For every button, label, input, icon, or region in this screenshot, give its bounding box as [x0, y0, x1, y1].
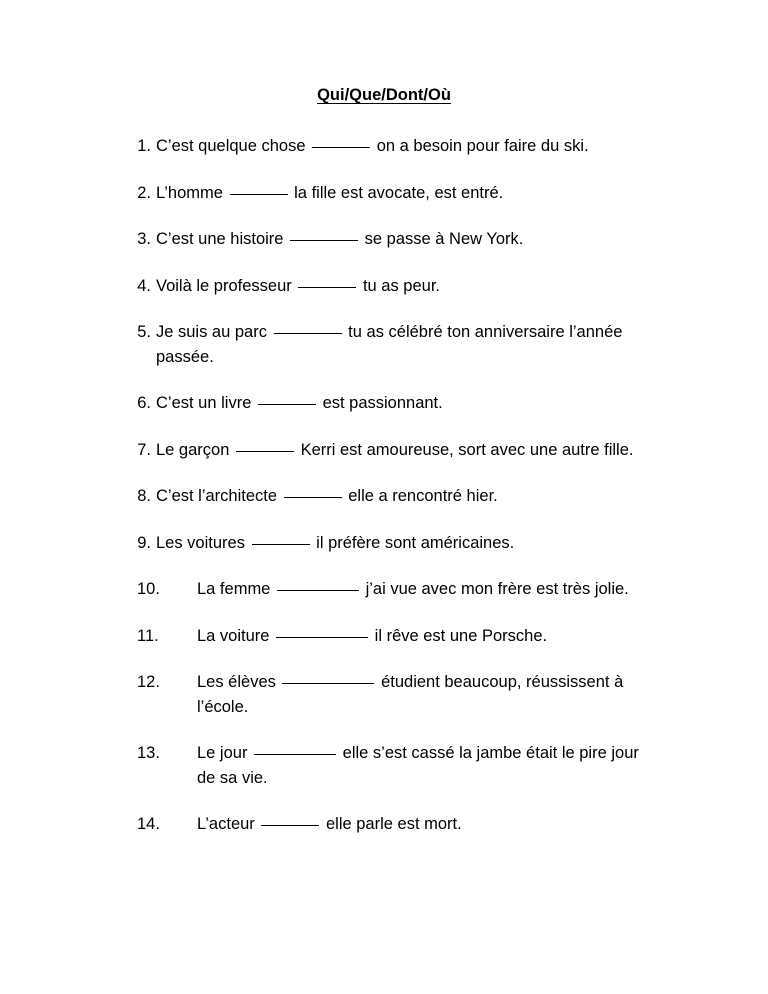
exercise-item-body: [156, 484, 657, 509]
exercise-text-before-blank: Le garçon: [156, 440, 230, 459]
answer-blank[interactable]: [258, 404, 316, 405]
exercise-item: [137, 438, 657, 463]
exercise-item-number: 10.: [137, 580, 160, 598]
exercise-text-before-blank: Voilà le professeur: [156, 276, 292, 295]
answer-blank[interactable]: [252, 544, 310, 545]
exercise-item-body: [197, 812, 657, 837]
exercise-text-after-blank: elle s’est cassé la jambe était le pire jour de sa vie.: [197, 744, 639, 787]
exercise-text-before-blank: C’est quelque chose: [156, 137, 306, 155]
exercise-text-after-blank: étudient beaucoup, réussissent à l’école.: [197, 673, 624, 716]
exercise-text-after-blank: j’ai vue avec mon frère est très jolie.: [365, 580, 629, 598]
exercise-item: [137, 531, 657, 556]
exercise-text-before-blank: C’est une histoire: [156, 230, 284, 248]
exercise-list: [137, 134, 657, 859]
exercise-item: [137, 181, 657, 206]
answer-blank[interactable]: [236, 451, 294, 452]
answer-blank[interactable]: [282, 683, 374, 684]
exercise-text-after-blank: on a besoin pour faire du ski.: [376, 137, 589, 155]
exercise-item-body: [197, 670, 657, 719]
exercise-item-number: 3.: [137, 230, 151, 248]
exercise-text-after-blank: est passionnant.: [322, 394, 443, 412]
page-title: [0, 86, 768, 105]
exercise-text-before-blank: Le jour: [197, 744, 248, 762]
exercise-item-number: 14.: [137, 815, 160, 833]
exercise-item-number: 11.: [137, 626, 159, 645]
answer-blank[interactable]: [298, 287, 356, 288]
answer-blank[interactable]: [290, 240, 358, 241]
exercise-text-after-blank: il préfère sont américaines.: [316, 533, 515, 552]
exercise-item-number: 12.: [137, 673, 160, 691]
exercise-item-body: [197, 624, 657, 649]
exercise-text-after-blank: la fille est avocate, est entré.: [294, 183, 504, 202]
exercise-text-before-blank: Les élèves: [197, 673, 276, 691]
answer-blank[interactable]: [230, 194, 288, 195]
exercise-text-before-blank: L’homme: [156, 183, 223, 202]
exercise-text-before-blank: La femme: [197, 580, 271, 598]
exercise-item: [137, 577, 657, 602]
exercise-item: [137, 484, 657, 509]
exercise-item: [137, 320, 657, 369]
exercise-item-body: [197, 741, 657, 790]
exercise-item-body: [156, 274, 657, 299]
exercise-text-after-blank: tu as peur.: [362, 276, 440, 295]
exercise-text-after-blank: Kerri est amoureuse, sort avec une autre fille.: [300, 440, 634, 459]
exercise-item: [137, 812, 657, 837]
exercise-text-after-blank: tu as célébré ton anniversaire l’année passée.: [156, 323, 623, 366]
answer-blank[interactable]: [276, 637, 368, 638]
exercise-item: [137, 227, 657, 252]
exercise-item-body: [197, 577, 657, 602]
answer-blank[interactable]: [277, 590, 359, 591]
exercise-item-body: [156, 181, 657, 206]
exercise-item-number: 9.: [137, 533, 151, 552]
answer-blank[interactable]: [312, 147, 370, 148]
answer-blank[interactable]: [284, 497, 342, 498]
exercise-item-number: 1.: [137, 137, 151, 155]
exercise-text-before-blank: C’est un livre: [156, 394, 252, 412]
exercise-item: [137, 134, 657, 159]
exercise-text-after-blank: se passe à New York.: [364, 230, 524, 248]
exercise-item-number: 4.: [137, 276, 151, 295]
exercise-text-before-blank: La voiture: [197, 626, 270, 645]
answer-blank[interactable]: [254, 754, 336, 755]
exercise-text-after-blank: il rêve est une Porsche.: [374, 626, 548, 645]
exercise-item-number: 2.: [137, 183, 151, 202]
exercise-text-before-blank: C’est l’architecte: [156, 487, 278, 505]
exercise-item: [137, 274, 657, 299]
exercise-text-before-blank: Je suis au parc: [156, 323, 267, 341]
page-title-text: Qui/Que/Dont/Où: [317, 86, 451, 104]
exercise-item: [137, 624, 657, 649]
exercise-item-number: 13.: [137, 744, 160, 762]
exercise-item-number: 8.: [137, 487, 151, 505]
exercise-item-body: [156, 438, 657, 463]
exercise-item: [137, 670, 657, 719]
exercise-text-after-blank: elle a rencontré hier.: [348, 487, 498, 505]
exercise-item-body: [156, 134, 657, 159]
exercise-item: [137, 391, 657, 416]
exercise-item-number: 6.: [137, 394, 151, 412]
exercise-item-body: [156, 531, 657, 556]
exercise-item-number: 5.: [137, 323, 151, 341]
exercise-text-after-blank: elle parle est mort.: [325, 815, 462, 833]
exercise-text-before-blank: L’acteur: [197, 815, 255, 833]
exercise-item-body: [156, 227, 657, 252]
exercise-item-body: [156, 320, 657, 369]
exercise-item-number: 7.: [137, 440, 151, 459]
exercise-item-body: [156, 391, 657, 416]
answer-blank[interactable]: [261, 825, 319, 826]
answer-blank[interactable]: [274, 333, 342, 334]
exercise-item: [137, 741, 657, 790]
exercise-text-before-blank: Les voitures: [156, 533, 245, 552]
